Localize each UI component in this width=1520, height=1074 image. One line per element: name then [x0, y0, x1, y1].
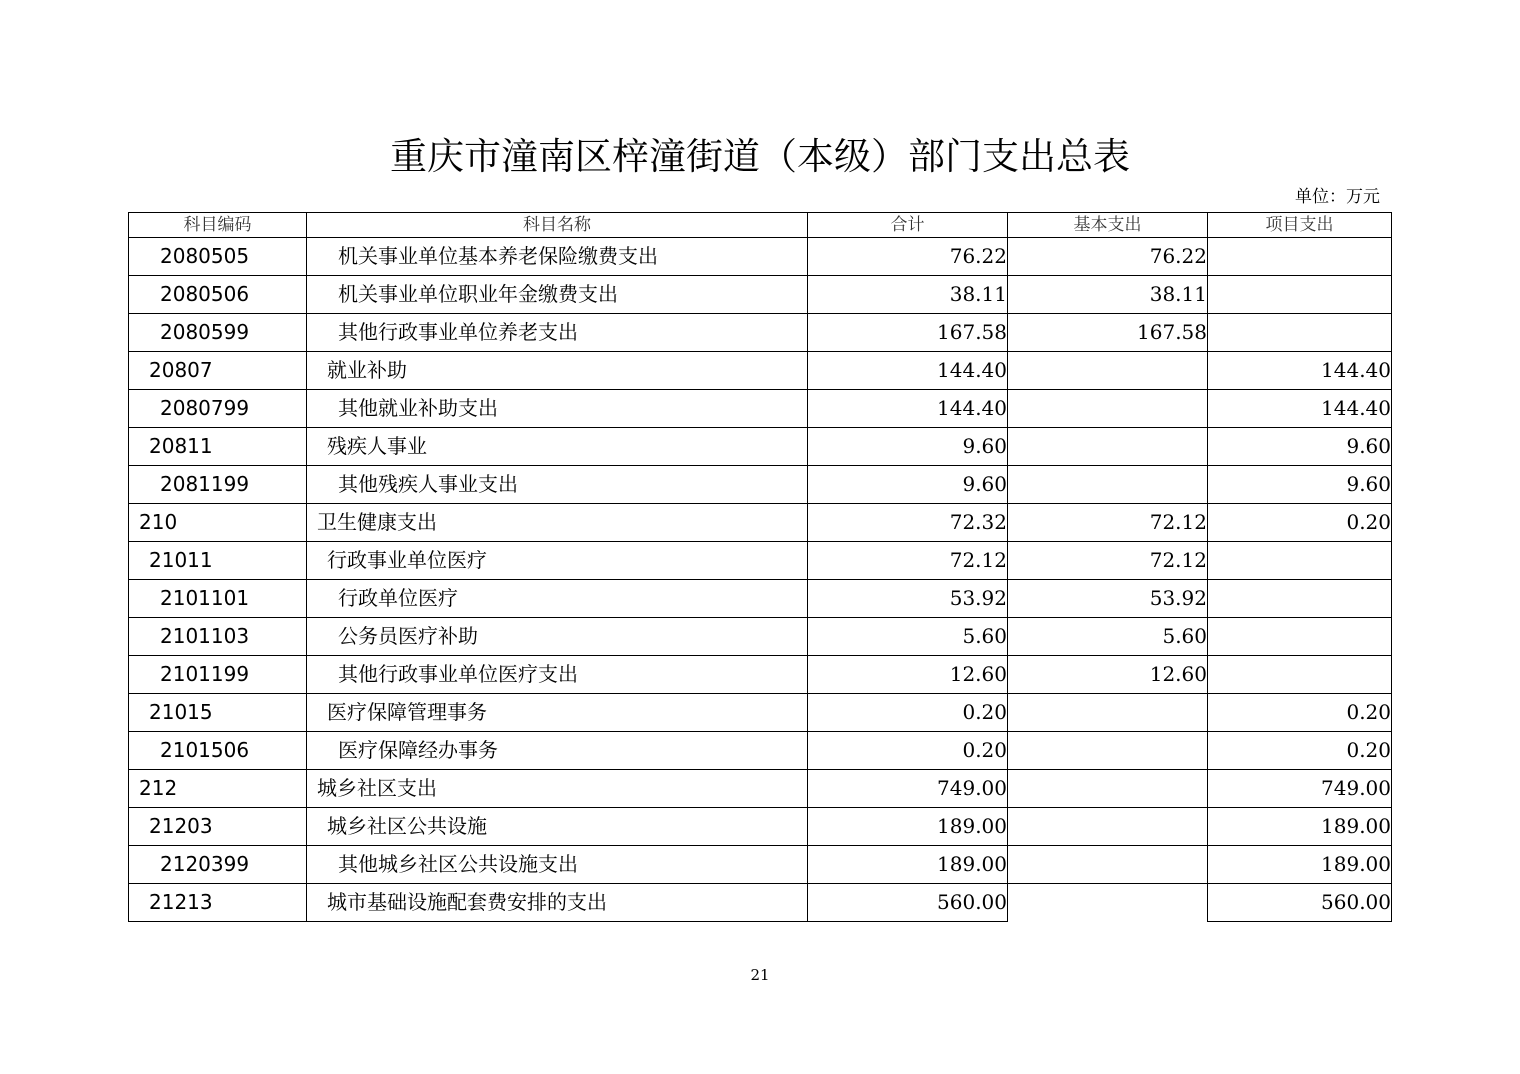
cell-total: 189.00	[808, 846, 1008, 884]
cell-name: 城乡社区公共设施	[307, 808, 808, 846]
cell-basic: 167.58	[1008, 314, 1208, 352]
cell-project: 144.40	[1208, 390, 1392, 428]
cell-total: 12.60	[808, 656, 1008, 694]
cell-total: 76.22	[808, 238, 1008, 276]
cell-code: 20807	[129, 352, 307, 390]
table-row	[129, 238, 1392, 276]
cell-project	[1208, 656, 1392, 694]
cell-project: 9.60	[1208, 466, 1392, 504]
cell-name: 卫生健康支出	[307, 504, 808, 542]
cell-basic	[1008, 466, 1208, 504]
cell-basic	[1008, 808, 1208, 846]
table-row	[129, 276, 1392, 314]
cell-project: 560.00	[1208, 884, 1392, 922]
table-row	[129, 808, 1392, 846]
cell-basic	[1008, 428, 1208, 466]
table-row	[129, 390, 1392, 428]
cell-code: 210	[129, 504, 307, 542]
cell-total: 0.20	[808, 694, 1008, 732]
cell-code: 21213	[129, 884, 307, 922]
cell-total: 560.00	[808, 884, 1008, 922]
cell-code: 2101199	[129, 656, 307, 694]
cell-project: 0.20	[1208, 694, 1392, 732]
table-row	[129, 846, 1392, 884]
page-title: 重庆市潼南区梓潼街道（本级）部门支出总表	[390, 135, 1130, 178]
cell-basic: 76.22	[1008, 238, 1208, 276]
cell-code: 20811	[129, 428, 307, 466]
cell-code: 2101103	[129, 618, 307, 656]
table-row	[129, 466, 1392, 504]
cell-project: 189.00	[1208, 808, 1392, 846]
cell-basic: 72.12	[1008, 504, 1208, 542]
unit-label: 单位：万元	[1295, 187, 1380, 207]
cell-basic: 12.60	[1008, 656, 1208, 694]
page-number: 21	[750, 966, 770, 984]
cell-total: 144.40	[808, 390, 1008, 428]
cell-total: 53.92	[808, 580, 1008, 618]
cell-code: 2101101	[129, 580, 307, 618]
table-header-row	[129, 213, 1392, 238]
table-row	[129, 504, 1392, 542]
cell-code: 2080506	[129, 276, 307, 314]
cell-total: 189.00	[808, 808, 1008, 846]
cell-basic: 38.11	[1008, 276, 1208, 314]
cell-name: 机关事业单位职业年金缴费支出	[307, 276, 808, 314]
header-basic: 基本支出	[1008, 213, 1208, 238]
cell-basic: 5.60	[1008, 618, 1208, 656]
cell-total: 144.40	[808, 352, 1008, 390]
cell-code: 2120399	[129, 846, 307, 884]
table-row	[129, 352, 1392, 390]
cell-code: 21011	[129, 542, 307, 580]
cell-name: 行政单位医疗	[307, 580, 808, 618]
table-row	[129, 732, 1392, 770]
table-row	[129, 428, 1392, 466]
table-row	[129, 770, 1392, 808]
cell-basic	[1008, 694, 1208, 732]
cell-code: 2080799	[129, 390, 307, 428]
cell-name: 其他就业补助支出	[307, 390, 808, 428]
header-total: 合计	[808, 213, 1008, 238]
table-row	[129, 656, 1392, 694]
cell-project: 0.20	[1208, 504, 1392, 542]
cell-name: 行政事业单位医疗	[307, 542, 808, 580]
cell-name: 医疗保障管理事务	[307, 694, 808, 732]
table-row	[129, 618, 1392, 656]
cell-name: 就业补助	[307, 352, 808, 390]
cell-basic: 72.12	[1008, 542, 1208, 580]
cell-basic	[1008, 770, 1208, 808]
cell-project: 189.00	[1208, 846, 1392, 884]
table-row	[129, 694, 1392, 732]
cell-basic	[1008, 846, 1208, 884]
cell-project	[1208, 580, 1392, 618]
cell-code: 2080599	[129, 314, 307, 352]
cell-basic	[1008, 884, 1208, 922]
cell-name: 其他城乡社区公共设施支出	[307, 846, 808, 884]
cell-basic	[1008, 352, 1208, 390]
cell-code: 2081199	[129, 466, 307, 504]
table-row	[129, 884, 1392, 922]
cell-total: 72.12	[808, 542, 1008, 580]
cell-name: 机关事业单位基本养老保险缴费支出	[307, 238, 808, 276]
cell-name: 医疗保障经办事务	[307, 732, 808, 770]
cell-code: 2080505	[129, 238, 307, 276]
cell-project: 0.20	[1208, 732, 1392, 770]
cell-name: 城乡社区支出	[307, 770, 808, 808]
cell-project	[1208, 276, 1392, 314]
table-row	[129, 580, 1392, 618]
cell-code: 21203	[129, 808, 307, 846]
cell-name: 其他行政事业单位医疗支出	[307, 656, 808, 694]
cell-name: 城市基础设施配套费安排的支出	[307, 884, 808, 922]
cell-code: 212	[129, 770, 307, 808]
cell-project: 9.60	[1208, 428, 1392, 466]
cell-project	[1208, 542, 1392, 580]
cell-total: 72.32	[808, 504, 1008, 542]
cell-name: 残疾人事业	[307, 428, 808, 466]
cell-total: 0.20	[808, 732, 1008, 770]
cell-project: 749.00	[1208, 770, 1392, 808]
cell-basic: 53.92	[1008, 580, 1208, 618]
table-row	[129, 314, 1392, 352]
header-code: 科目编码	[129, 213, 307, 238]
cell-name: 其他行政事业单位养老支出	[307, 314, 808, 352]
cell-code: 2101506	[129, 732, 307, 770]
cell-name: 公务员医疗补助	[307, 618, 808, 656]
cell-project: 144.40	[1208, 352, 1392, 390]
cell-name: 其他残疾人事业支出	[307, 466, 808, 504]
cell-basic	[1008, 390, 1208, 428]
cell-project	[1208, 618, 1392, 656]
cell-project	[1208, 314, 1392, 352]
expenditure-table	[128, 212, 1392, 922]
cell-total: 9.60	[808, 428, 1008, 466]
table-row	[129, 542, 1392, 580]
cell-total: 167.58	[808, 314, 1008, 352]
cell-total: 38.11	[808, 276, 1008, 314]
cell-total: 749.00	[808, 770, 1008, 808]
cell-total: 9.60	[808, 466, 1008, 504]
cell-project	[1208, 238, 1392, 276]
header-project: 项目支出	[1208, 213, 1392, 238]
header-name: 科目名称	[307, 213, 808, 238]
cell-code: 21015	[129, 694, 307, 732]
cell-total: 5.60	[808, 618, 1008, 656]
cell-basic	[1008, 732, 1208, 770]
